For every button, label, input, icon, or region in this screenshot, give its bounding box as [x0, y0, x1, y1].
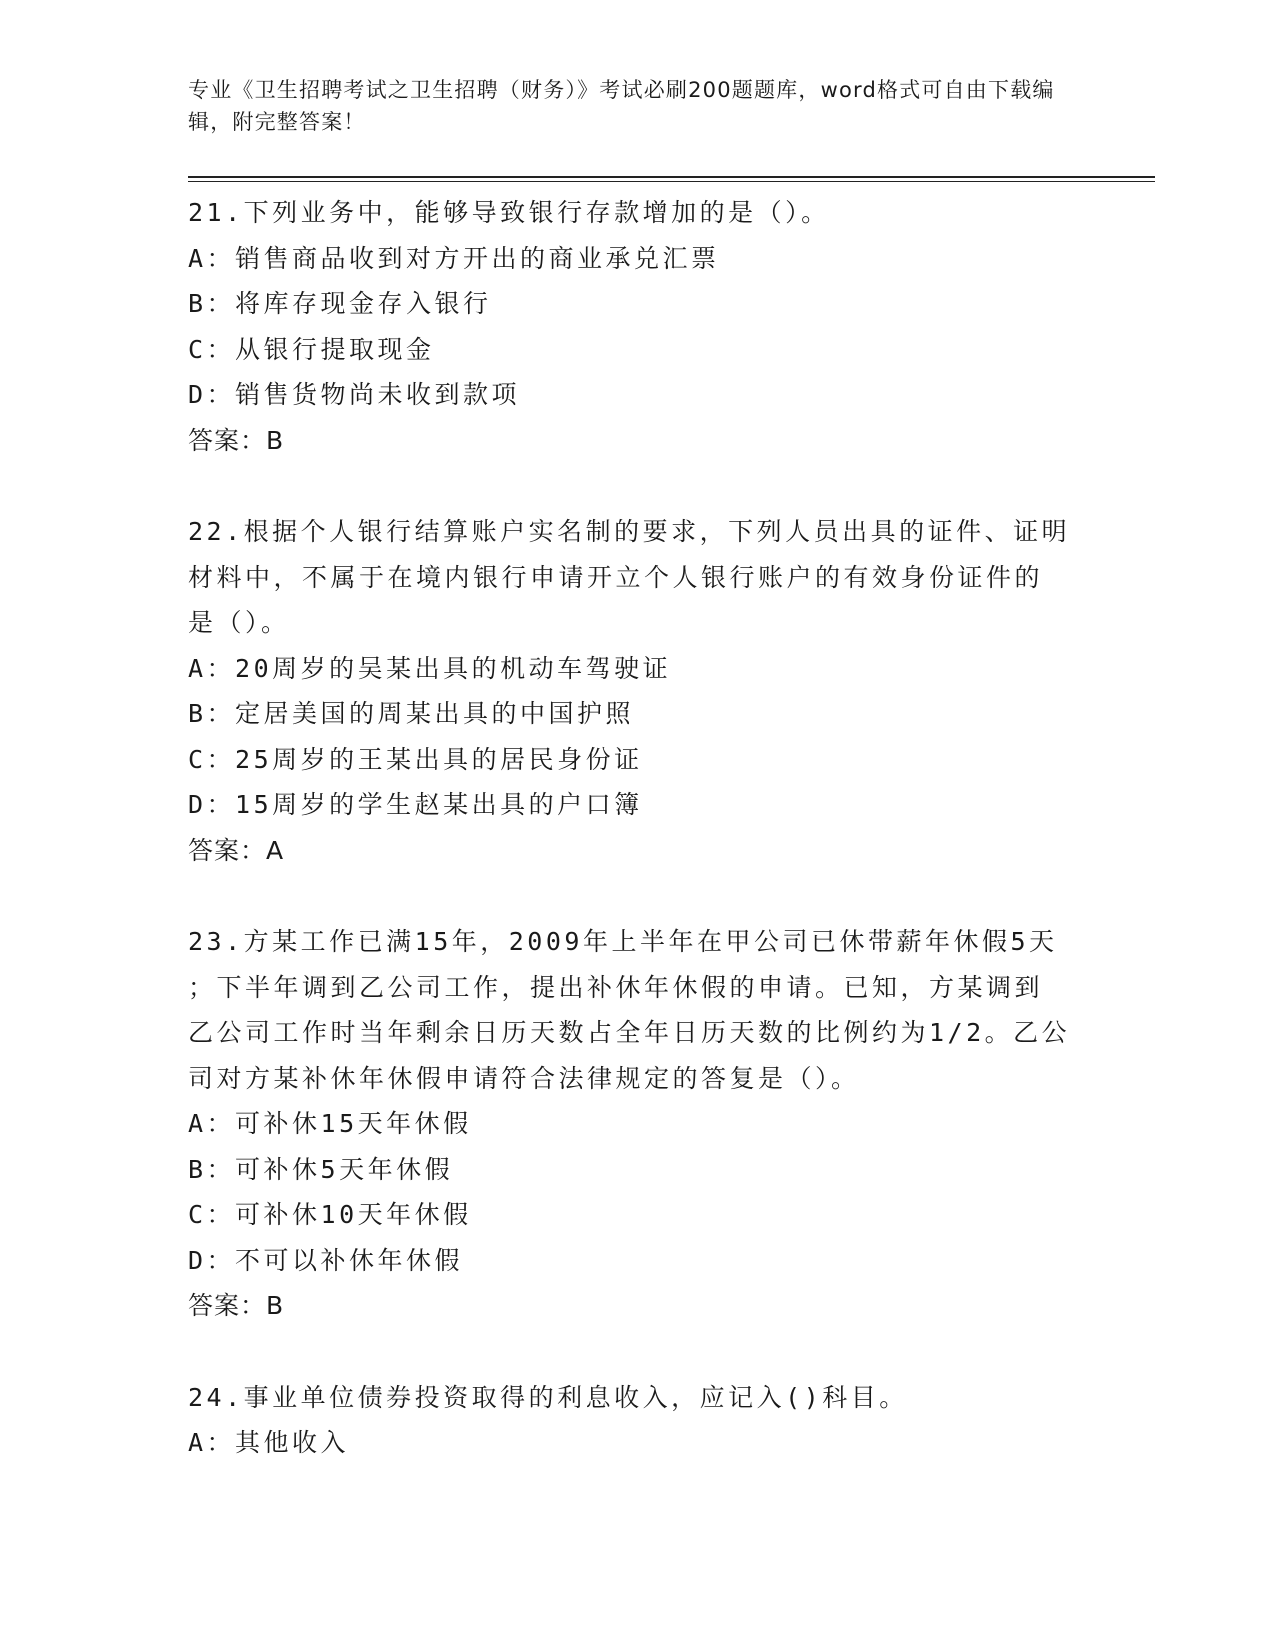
option-a: A：20周岁的吴某出具的机动车驾驶证 [188, 653, 672, 683]
question-stem: 乙公司工作时当年剩余日历天数占全年日历天数的比例约为1/2。乙公 [188, 1018, 1071, 1047]
question-stem: 23.方某工作已满15年，2009年上半年在甲公司已休带薪年休假5天 [188, 927, 1058, 956]
option-d: D：15周岁的学生赵某出具的户口簿 [188, 790, 643, 819]
question-list [188, 190, 1088, 1512]
header-divider-thick [188, 176, 1155, 178]
question-stem: 21.下列业务中，能够导致银行存款增加的是（）。 [188, 198, 830, 227]
question-stem: 是（）。 [188, 608, 290, 637]
option-b: B：可补休5天年休假 [188, 1154, 454, 1184]
option-b: B：定居美国的周某出具的中国护照 [188, 699, 635, 728]
option-d: D：不可以补休年休假 [188, 1245, 464, 1275]
answer-label: 答案：A [188, 835, 285, 865]
option-a: A：其他收入 [188, 1428, 350, 1457]
question-22 [188, 509, 1088, 873]
option-a: A：可补休15天年休假 [188, 1109, 472, 1138]
question-stem: 24.事业单位债券投资取得的利息收入，应记入()科目。 [188, 1382, 908, 1412]
question-stem: 22.根据个人银行结算账户实名制的要求，下列人员出具的证件、证明 [188, 517, 1071, 546]
question-21 [188, 190, 1088, 463]
answer-label: 答案：B [188, 1291, 285, 1320]
question-stem: 材料中，不属于在境内银行申请开立个人银行账户的有效身份证件的 [188, 562, 1044, 592]
question-23 [188, 919, 1088, 1329]
question-24 [188, 1375, 1088, 1466]
option-b: B：将库存现金存入银行 [188, 289, 492, 318]
option-c: C：可补休10天年休假 [188, 1200, 472, 1229]
document-header: 专业《卫生招聘考试之卫生招聘（财务）》考试必刷200题题库，word格式可自由下载编辑，附完整答案！ [188, 78, 1055, 134]
question-stem: ；下半年调到乙公司工作，提出补休年休假的申请。已知，方某调到 [188, 972, 1044, 1002]
answer-label: 答案：B [188, 425, 285, 455]
option-c: C：25周岁的王某出具的居民身份证 [188, 744, 643, 774]
option-a: A：销售商品收到对方开出的商业承兑汇票 [188, 243, 720, 273]
option-d: D：销售货物尚未收到款项 [188, 380, 521, 409]
question-stem: 司对方某补休年休假申请符合法律规定的答复是（）。 [188, 1063, 860, 1093]
option-c: C：从银行提取现金 [188, 334, 435, 364]
header-divider-thin [188, 181, 1155, 182]
